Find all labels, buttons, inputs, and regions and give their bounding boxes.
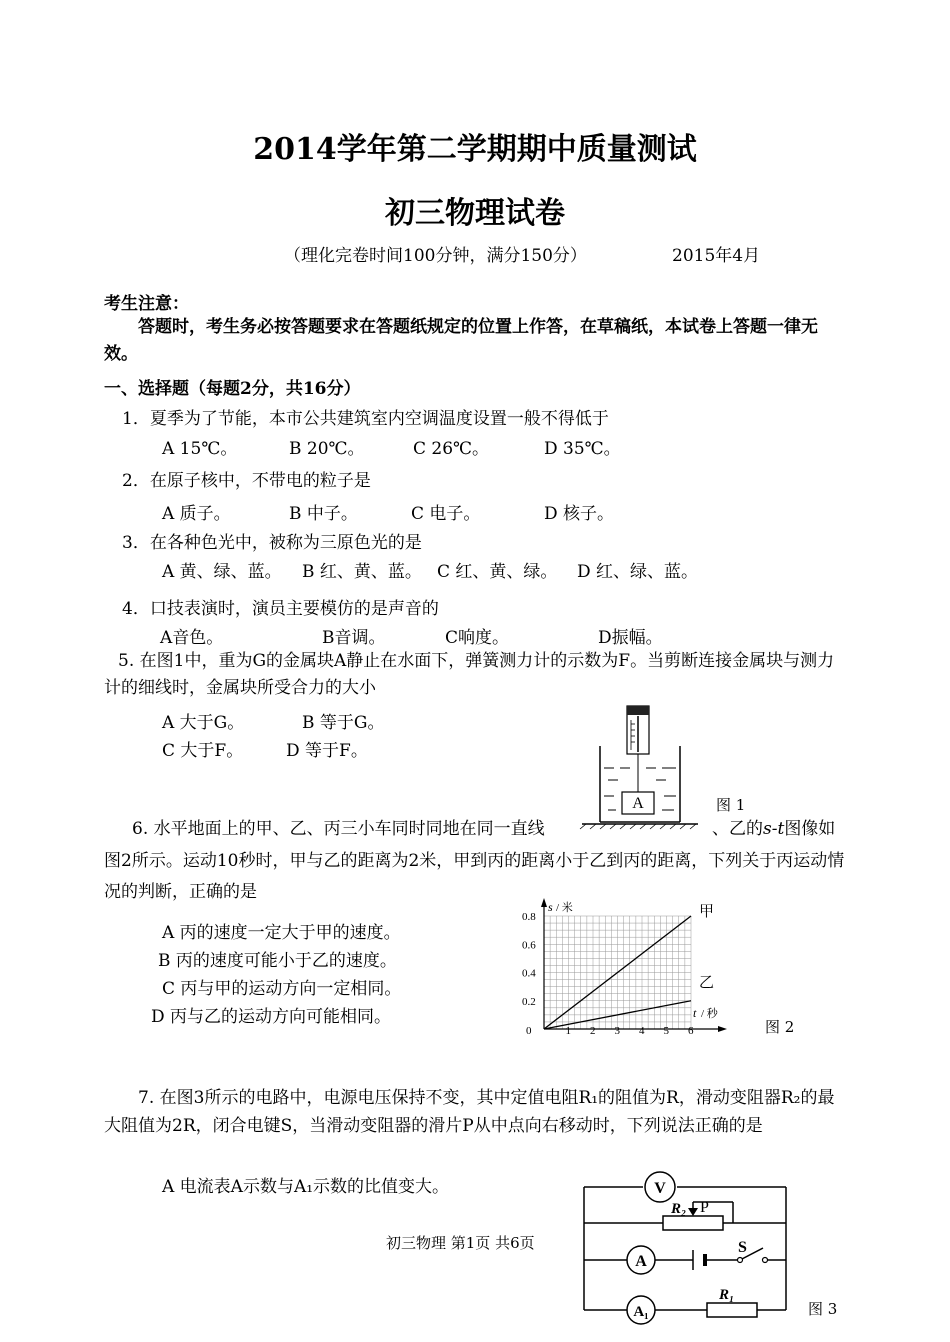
q6-option-c: C 丙与甲的运动方向一定相同。: [162, 979, 402, 999]
exam-title: 2014学年第二学期期中质量测试: [253, 132, 697, 167]
q2-option-d: D 核子。: [544, 504, 615, 524]
x-tick-label: 4: [639, 1025, 645, 1037]
line-yi-label: 乙: [699, 975, 715, 991]
question-6-stem-b: [712, 814, 835, 839]
q1-option-a: A 15℃。: [162, 439, 238, 459]
q2-option-c: C 电子。: [411, 504, 481, 524]
q1-option-d: D 35℃。: [544, 439, 621, 459]
x-tick-label: 2: [590, 1025, 596, 1037]
y-tick-label: 0.8: [522, 911, 536, 923]
page-footer: 初三物理 第1页 共6页: [386, 1234, 535, 1252]
q6-stem-c-text: 图像如: [784, 819, 836, 839]
q1-option-b: B 20℃。: [289, 439, 365, 459]
notice-heading: 考生注意：: [104, 294, 189, 314]
question-6-stem-a: 6. 水平地面上的甲、乙、丙三小车同时同地在同一直线: [132, 819, 545, 839]
q3-option-d: D 红、绿、蓝。: [577, 562, 699, 582]
y-tick-label: 0.4: [522, 967, 536, 980]
exam-date: 2015年4月: [672, 246, 761, 266]
q5-option-a: A 大于G。: [162, 713, 245, 733]
q2-option-a: A 质子。: [162, 504, 231, 524]
q4-option-b: B音调。: [322, 628, 386, 648]
q5-option-d: D 等于F。: [286, 741, 368, 761]
q6-st-label: s-t: [763, 819, 785, 839]
x-axis-var: t: [693, 1006, 697, 1020]
q3-option-c: C 红、黄、绿。: [437, 562, 558, 582]
y-axis-arrow: [541, 898, 547, 907]
q5-option-c: C 大于F。: [162, 741, 244, 761]
x-tick-label: 6: [688, 1025, 694, 1037]
question-2-stem: 2．在原子核中，不带电的粒子是: [122, 471, 371, 491]
x-axis-unit: / 秒: [701, 1008, 718, 1020]
question-3-stem: 3．在各种色光中，被称为三原色光的是: [122, 533, 422, 553]
q6-option-b: B 丙的速度可能小于乙的速度。: [158, 951, 397, 971]
q4-option-a: A音色。: [160, 628, 224, 648]
question-6-stem-d: 图2所示。运动10秒时，甲与乙的距离为2米，甲到丙的距离小于乙到丙的距离，下列关于丙运动情况的判断，正确的是: [104, 851, 845, 902]
slider-p-label: P: [700, 1199, 709, 1216]
x-axis-arrow: [718, 1026, 727, 1032]
switch-s-label: S: [738, 1239, 747, 1256]
ammeter1-label: A₁: [633, 1304, 649, 1320]
q6-option-a: A 丙的速度一定大于甲的速度。: [162, 923, 401, 943]
y-axis-unit: / 米: [556, 902, 573, 914]
exam-info: （理化完卷时间100分钟，满分150分）: [284, 246, 587, 266]
x-tick-label: 1: [565, 1025, 571, 1037]
q4-option-d: D振幅。: [598, 628, 663, 648]
x-tick-label: 3: [614, 1025, 620, 1037]
figure-2-label: 图 2: [765, 1018, 795, 1036]
x-tick-label: 0: [526, 1025, 532, 1037]
r2-label: R₂: [671, 1201, 687, 1217]
figure-3-circuit: [575, 1160, 795, 1336]
q3-option-a: A 黄、绿、蓝。: [162, 562, 282, 582]
r1-label: R₁: [719, 1287, 735, 1303]
line-jia-label: 甲: [699, 904, 715, 920]
y-tick-label: 0.6: [522, 939, 536, 952]
figure-2-chart: [510, 896, 740, 1052]
q3-option-b: B 红、黄、蓝。: [302, 562, 422, 582]
y-axis-var: s: [548, 900, 553, 914]
figure-3-label: 图 3: [808, 1300, 838, 1318]
q2-option-b: B 中子。: [289, 504, 358, 524]
section-heading: 一、选择题（每题2分，共16分）: [104, 379, 361, 399]
q4-option-c: C响度。: [445, 628, 510, 648]
question-4-stem: 4．口技表演时，演员主要模仿的是声音的: [122, 599, 439, 619]
ammeter-label: A: [635, 1253, 647, 1270]
figure-1-label: 图 1: [716, 796, 746, 814]
q7-option-a: A 电流表A示数与A₁示数的比值变大。: [162, 1177, 450, 1197]
x-tick-label: 5: [663, 1025, 669, 1037]
q5-option-b: B 等于G。: [302, 713, 385, 733]
exam-subtitle: 初三物理试卷: [385, 196, 565, 231]
question-5-stem: 5. 在图1中，重为G的金属块A静止在水面下，弹簧测力计的示数为F。当剪断连接金属块与测力计的细线时，金属块所受合力的大小: [104, 651, 835, 698]
voltmeter-label: V: [654, 1180, 666, 1197]
question-7-stem: 7. 在图3所示的电路中，电源电压保持不变，其中定值电阻R₁的阻值为R，滑动变阻器R₂的最大阻值为2R，闭合电键S，当滑动变阻器的滑片P从中点向右移动时，下列说法正确的是: [104, 1088, 835, 1136]
q6-stem-b-text: 、乙的: [712, 819, 763, 839]
q1-option-c: C 26℃。: [413, 439, 490, 459]
block-a-label: A: [632, 795, 644, 812]
question-1-stem: 1．夏季为了节能，本市公共建筑室内空调温度设置一般不得低于: [122, 409, 609, 429]
q6-option-d: D 丙与乙的运动方向可能相同。: [151, 1007, 392, 1027]
y-tick-label: 0.2: [522, 995, 536, 1008]
figure-1-diagram: [570, 700, 710, 830]
notice-body: 答题时，考生务必按答题要求在答题纸规定的位置上作答，在草稿纸，本试卷上答题一律无效。: [104, 317, 818, 364]
